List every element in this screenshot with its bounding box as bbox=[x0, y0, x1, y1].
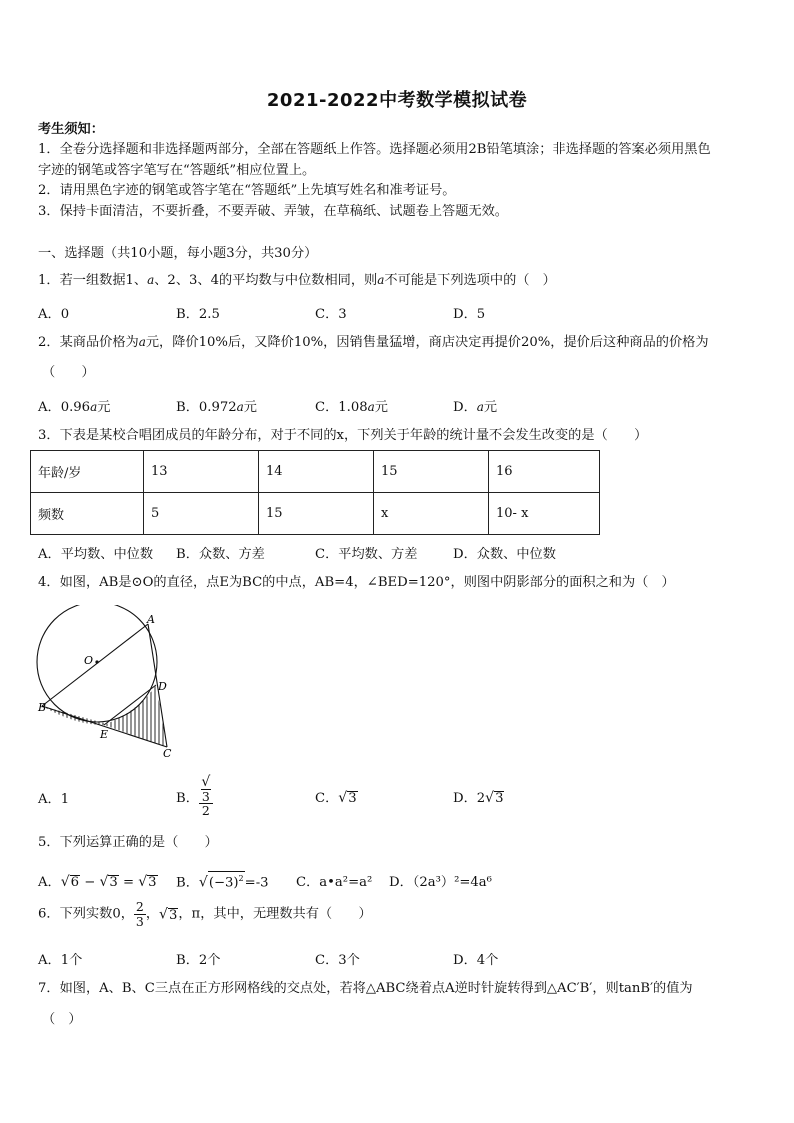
question-2-stem: 2．某商品价格为a元，降价10%后，又降价10%，因销售量猛增，商店决定再提价20%，提价后这种商品的价格为 bbox=[38, 335, 709, 350]
geometry-figure bbox=[30, 605, 190, 765]
label-b: B bbox=[38, 701, 47, 714]
q4-option-a: A．1 bbox=[38, 792, 70, 807]
table-cell: x bbox=[374, 493, 489, 535]
table-cell: 14 bbox=[259, 451, 374, 493]
q5-option-b: B．$√(-3)^2=-3$ bbox=[176, 871, 269, 890]
diameter-ab bbox=[42, 624, 148, 706]
notice-heading: 考生须知： bbox=[38, 122, 104, 137]
q1-option-a: A．0 bbox=[38, 307, 70, 322]
section-heading: 一、选择题（共10小题，每小题3分，共30分） bbox=[38, 246, 318, 261]
q6-option-d: D．4个 bbox=[453, 953, 499, 968]
q6-option-a: A．1个 bbox=[38, 953, 83, 968]
shaded-triangle-edc bbox=[104, 685, 167, 747]
question-1-stem: 1．若一组数据1、a、2、3、4的平均数与中位数相同，则a不可能是下列选项中的（ ） bbox=[38, 273, 556, 288]
label-a: A bbox=[147, 613, 155, 626]
page-title: 2021-2022中考数学模拟试卷 bbox=[266, 90, 528, 111]
notice-line-1: 1．全卷分选择题和非选择题两部分，全部在答题纸上作答。选择题必须用2B铅笔填涂；非选择题的答案必须用黑色 bbox=[38, 142, 711, 157]
table-cell: 15 bbox=[374, 451, 489, 493]
q4-option-c: C．√3 bbox=[315, 790, 357, 806]
label-o: O bbox=[84, 654, 94, 667]
q3-option-d: D．众数、中位数 bbox=[453, 547, 556, 562]
age-table bbox=[30, 450, 600, 535]
q5-option-d: D．（2a³）²=4a⁶ bbox=[389, 875, 492, 890]
q5-option-a: A．√6 − √3 = √3 bbox=[38, 874, 157, 890]
notice-line-2: 字迹的钢笔或答字笔写在“答题纸”相应位置上。 bbox=[38, 163, 316, 178]
table-cell: 年龄/岁 bbox=[31, 451, 144, 493]
table-cell: 频数 bbox=[31, 493, 144, 535]
center-dot bbox=[95, 660, 98, 663]
label-e: E bbox=[100, 728, 109, 741]
q3-option-b: B．众数、方差 bbox=[176, 547, 265, 562]
q2-option-b: B．0.972a元 bbox=[176, 400, 257, 415]
q6-option-c: C．3个 bbox=[315, 953, 360, 968]
q2-option-a: A．0.96a元 bbox=[38, 400, 111, 415]
question-4-stem: 4．如图，AB是⊙O的直径，点E为BC的中点，AB=4，∠BED=120°，则图中阴影部分的面积之和为（ ） bbox=[38, 575, 675, 590]
table-row bbox=[31, 451, 600, 493]
q4-option-d: D．2√3 bbox=[453, 790, 504, 806]
question-7-paren: （ ） bbox=[42, 1012, 82, 1027]
q3-option-a: A．平均数、中位数 bbox=[38, 547, 154, 562]
q6-option-b: B．2个 bbox=[176, 953, 221, 968]
notice-line-4: 3．保持卡面清洁，不要折叠，不要弄破、弄皱，在草稿纸、试题卷上答题无效。 bbox=[38, 204, 508, 219]
q1-option-c: C．3 bbox=[315, 307, 347, 322]
question-7-stem: 7．如图，A、B、C三点在正方形网格线的交点处，若将△ABC绕着点A逆时针旋转得到△AC′B′，则tanB′的值为 bbox=[38, 981, 693, 996]
q5-option-c: C．a•a²=a² bbox=[296, 875, 373, 890]
table-cell: 10- x bbox=[489, 493, 600, 535]
q1-option-d: D．5 bbox=[453, 307, 486, 322]
q1-option-b: B．2.5 bbox=[176, 307, 220, 322]
table-cell: 13 bbox=[144, 451, 259, 493]
q4-option-b: B． √ 3 2 bbox=[176, 775, 213, 818]
question-5-stem: 5．下列运算正确的是（ ） bbox=[38, 835, 218, 850]
notice-line-3: 2．请用黑色字迹的钢笔或答字笔在“答题纸”上先填写姓名和准考证号。 bbox=[38, 183, 456, 198]
q2-option-c: C．1.08a元 bbox=[315, 400, 388, 415]
q2-option-d: D．a元 bbox=[453, 400, 498, 415]
label-d: D bbox=[158, 680, 167, 693]
table-cell: 16 bbox=[489, 451, 600, 493]
table-cell: 15 bbox=[259, 493, 374, 535]
table-cell: 5 bbox=[144, 493, 259, 535]
label-c: C bbox=[163, 747, 172, 760]
question-3-stem: 3．下表是某校合唱团成员的年龄分布，对于不同的x，下列关于年龄的统计量不会发生改变的是（ ） bbox=[38, 428, 648, 443]
question-2-paren: （ ） bbox=[42, 365, 95, 380]
table-row bbox=[31, 493, 600, 535]
q3-option-c: C．平均数、方差 bbox=[315, 547, 418, 562]
question-6-stem: 6．下列实数0， $\frac{2}{3}$ ，√3，π，其中，无理数共有（ ） bbox=[38, 899, 372, 929]
